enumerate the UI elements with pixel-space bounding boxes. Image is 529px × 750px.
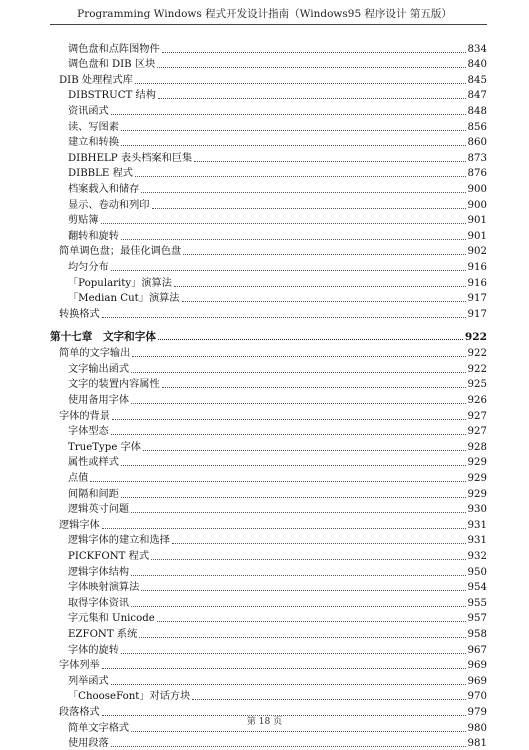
toc-entry[interactable] <box>50 641 487 657</box>
dot-leader <box>90 481 465 482</box>
dot-leader <box>139 637 465 638</box>
toc-page-number: 922 <box>467 363 487 375</box>
toc-entry-title: 显示、卷动和列印 <box>68 199 150 211</box>
toc-entry-title: DIBBLE 程式 <box>68 168 133 180</box>
toc-entry[interactable] <box>50 485 487 501</box>
header-rule <box>50 24 487 25</box>
toc-page-number: 931 <box>467 519 487 531</box>
toc-entry[interactable] <box>50 454 487 470</box>
toc-page-number: 834 <box>467 43 487 55</box>
toc-entry[interactable] <box>50 438 487 454</box>
toc-entry-title: 简单调色盘；最佳化调色盘 <box>59 246 182 258</box>
toc-entry-title: 简单文字格式 <box>68 722 130 734</box>
footer-page-label: 第 18 页 <box>246 717 283 727</box>
toc-page-number: 917 <box>467 293 487 305</box>
toc-page-number: 931 <box>467 535 487 547</box>
toc-entry-title: 字体映射演算法 <box>68 582 140 594</box>
table-of-contents <box>50 40 487 750</box>
toc-entry-title: 「Popularity」演算法 <box>68 277 172 289</box>
toc-page-number: 900 <box>467 183 487 195</box>
toc-page-number: 929 <box>467 488 487 500</box>
toc-page-number: 967 <box>467 644 487 656</box>
toc-entry[interactable] <box>50 56 487 72</box>
toc-entry[interactable] <box>50 672 487 688</box>
dot-leader <box>143 450 466 451</box>
dot-leader <box>112 419 466 420</box>
toc-page-number: 848 <box>467 105 487 117</box>
dot-leader <box>121 145 466 146</box>
toc-entry[interactable] <box>50 625 487 641</box>
dot-leader <box>121 239 466 240</box>
toc-entry[interactable] <box>50 532 487 548</box>
dot-leader <box>157 621 466 622</box>
toc-page-number: 860 <box>467 137 487 149</box>
dot-leader <box>121 130 466 131</box>
toc-entry-title: 使用备用字体 <box>68 395 130 407</box>
toc-entry-title: 建立和转换 <box>68 137 119 149</box>
dot-leader <box>135 176 466 177</box>
dot-leader <box>131 372 465 373</box>
toc-entry-title: PICKFONT 程式 <box>68 551 150 562</box>
toc-entry-title: 翻转和旋转 <box>68 230 119 242</box>
toc-page-number: 901 <box>467 215 487 227</box>
toc-page-number: 932 <box>467 551 487 562</box>
toc-entry-title: 逻辑字体的建立和选择 <box>68 535 170 547</box>
toc-entry-title: DIBHELP 表头档案和巨集 <box>68 152 193 164</box>
dot-leader <box>121 653 466 654</box>
toc-page-number: 916 <box>467 277 487 289</box>
toc-entry[interactable] <box>50 102 487 118</box>
dot-leader <box>102 668 466 669</box>
toc-page-number: 950 <box>467 566 487 578</box>
dot-leader <box>158 98 466 99</box>
toc-entry-title: 字体的背景 <box>59 410 110 422</box>
toc-entry[interactable] <box>50 579 487 595</box>
dot-leader <box>194 161 465 162</box>
toc-entry-title: 均匀分布 <box>68 261 109 273</box>
dot-leader <box>111 114 466 115</box>
dot-leader <box>131 575 465 576</box>
dot-leader <box>141 590 465 591</box>
toc-entry[interactable] <box>50 688 487 704</box>
toc-page-number: 969 <box>467 660 487 672</box>
dot-leader <box>132 356 465 357</box>
dot-leader <box>192 699 465 700</box>
toc-entry-title: 「ChooseFont」对话方块 <box>68 691 191 703</box>
dot-leader <box>141 192 465 193</box>
dot-leader <box>157 67 465 68</box>
dot-leader <box>111 434 466 435</box>
dot-leader <box>152 208 466 209</box>
toc-entry-title: 转换格式 <box>59 308 100 320</box>
dot-leader <box>172 543 466 544</box>
toc-page-number: 927 <box>467 426 487 438</box>
dot-leader <box>183 254 465 255</box>
toc-entry[interactable] <box>50 610 487 626</box>
dot-leader <box>131 731 465 732</box>
toc-page-number: 980 <box>467 722 487 734</box>
toc-entry[interactable] <box>50 516 487 532</box>
toc-page-number: 929 <box>467 473 487 485</box>
dot-leader <box>135 83 466 84</box>
toc-page-number: 901 <box>467 230 487 242</box>
toc-entry[interactable] <box>50 407 487 423</box>
toc-page-number: 922 <box>464 330 487 343</box>
dot-leader <box>131 512 465 513</box>
dot-leader <box>131 403 465 404</box>
toc-entry[interactable] <box>50 196 487 212</box>
toc-entry-title: 文字输出函式 <box>68 363 130 375</box>
toc-entry-title: 字体列举 <box>59 660 100 672</box>
toc-page-number: 979 <box>467 706 487 718</box>
toc-entry-title: 字体的旋转 <box>68 644 119 656</box>
toc-page-number: 981 <box>467 738 487 750</box>
toc-entry-title: 逻辑字体 <box>59 519 100 531</box>
toc-entry-title: 剪贴簿 <box>68 215 99 227</box>
toc-chapter-entry[interactable] <box>50 323 487 343</box>
toc-entry-title: 第十七章 文字和字体 <box>50 330 156 343</box>
toc-entry[interactable] <box>50 501 487 517</box>
toc-entry-title: 文字的装置内容属性 <box>68 379 160 391</box>
dot-leader <box>111 746 466 747</box>
toc-page-number: 917 <box>467 308 487 320</box>
toc-entry-title: 属性或样式 <box>68 457 119 469</box>
dot-leader <box>131 606 465 607</box>
header-title: Programming Windows 程式开发设计指南（Windows95 程序设计 第五版） <box>77 8 452 20</box>
toc-entry[interactable] <box>50 305 487 321</box>
dot-leader <box>151 559 466 560</box>
toc-page-number: 927 <box>467 410 487 422</box>
toc-page-number: 847 <box>467 90 487 102</box>
dot-leader <box>121 465 466 466</box>
toc-entry-title: EZFONT 系统 <box>68 628 138 640</box>
toc-entry-title: 字元集和 Unicode <box>68 613 155 625</box>
toc-entry-title: 读、写图素 <box>68 121 119 133</box>
toc-page-number: 845 <box>467 74 487 86</box>
toc-entry[interactable] <box>50 258 487 274</box>
toc-page-number: 876 <box>467 168 487 180</box>
toc-entry-title: DIBSTRUCT 结构 <box>68 90 156 102</box>
toc-entry[interactable] <box>50 360 487 376</box>
toc-entry[interactable] <box>50 118 487 134</box>
toc-entry[interactable] <box>50 180 487 196</box>
toc-page-number: 840 <box>467 59 487 71</box>
toc-entry[interactable] <box>50 165 487 181</box>
toc-page-number: 930 <box>467 504 487 516</box>
dot-leader <box>102 317 466 318</box>
toc-page-number: 957 <box>467 613 487 625</box>
toc-entry[interactable] <box>50 71 487 87</box>
dot-leader <box>121 497 466 498</box>
toc-page-number: 928 <box>467 441 487 453</box>
toc-entry[interactable] <box>50 40 487 56</box>
toc-entry-title: 调色盘和点阵图物件 <box>68 43 160 55</box>
toc-page-number: 970 <box>467 691 487 703</box>
toc-entry[interactable] <box>50 290 487 306</box>
toc-entry-title: DIB 处理程式库 <box>59 74 133 86</box>
toc-entry[interactable] <box>50 243 487 259</box>
toc-entry-title: TrueType 字体 <box>68 441 141 453</box>
toc-page-number: 902 <box>467 246 487 258</box>
dot-leader <box>162 387 466 388</box>
toc-entry[interactable] <box>50 391 487 407</box>
toc-entry-title: 字体型态 <box>68 426 109 438</box>
toc-page-number: 969 <box>467 675 487 687</box>
toc-entry[interactable] <box>50 87 487 103</box>
toc-entry[interactable] <box>50 376 487 392</box>
toc-page-number: 925 <box>467 379 487 391</box>
toc-entry[interactable] <box>50 657 487 673</box>
toc-page-number: 873 <box>467 152 487 164</box>
toc-entry-title: 「Median Cut」演算法 <box>68 293 180 305</box>
dot-leader <box>111 684 466 685</box>
page-header <box>0 6 529 21</box>
toc-entry-title: 使用段落 <box>68 738 109 750</box>
toc-entry[interactable] <box>50 594 487 610</box>
toc-entry[interactable] <box>50 345 487 361</box>
toc-entry-title: 资讯函式 <box>68 105 109 117</box>
toc-page-number: 929 <box>467 457 487 469</box>
dot-leader <box>162 52 466 53</box>
toc-entry[interactable] <box>50 423 487 439</box>
toc-page-number: 955 <box>467 597 487 609</box>
toc-entry-title: 逻辑英寸问题 <box>68 504 130 516</box>
toc-page-number: 900 <box>467 199 487 211</box>
toc-entry[interactable] <box>50 547 487 563</box>
toc-page-number: 926 <box>467 395 487 407</box>
toc-page-number: 856 <box>467 121 487 133</box>
toc-entry[interactable] <box>50 735 487 750</box>
toc-entry[interactable] <box>50 212 487 228</box>
dot-leader <box>102 528 466 529</box>
dot-leader <box>158 339 463 340</box>
toc-entry-title: 逻辑字体结构 <box>68 566 130 578</box>
toc-entry-title: 点值 <box>68 473 89 485</box>
toc-entry-title: 取得字体资讯 <box>68 597 130 609</box>
toc-entry[interactable] <box>50 149 487 165</box>
toc-entry-title: 间隔和间距 <box>68 488 119 500</box>
toc-entry-title: 段落格式 <box>59 706 100 718</box>
toc-entry[interactable] <box>50 469 487 485</box>
toc-page-number: 922 <box>467 348 487 360</box>
dot-leader <box>101 223 466 224</box>
dot-leader <box>111 270 466 271</box>
toc-page-number: 958 <box>467 628 487 640</box>
toc-entry-title: 列举函式 <box>68 675 109 687</box>
toc-entry[interactable] <box>50 563 487 579</box>
toc-page-number: 916 <box>467 261 487 273</box>
dot-leader <box>174 286 466 287</box>
toc-entry[interactable] <box>50 274 487 290</box>
toc-page-number: 954 <box>467 582 487 594</box>
toc-entry[interactable] <box>50 227 487 243</box>
dot-leader <box>182 301 466 302</box>
toc-entry-title: 调色盘和 DIB 区块 <box>68 59 156 71</box>
toc-entry[interactable] <box>50 134 487 150</box>
toc-entry-title: 简单的文字输出 <box>59 348 131 360</box>
toc-entry-title: 档案载入和储存 <box>68 183 140 195</box>
